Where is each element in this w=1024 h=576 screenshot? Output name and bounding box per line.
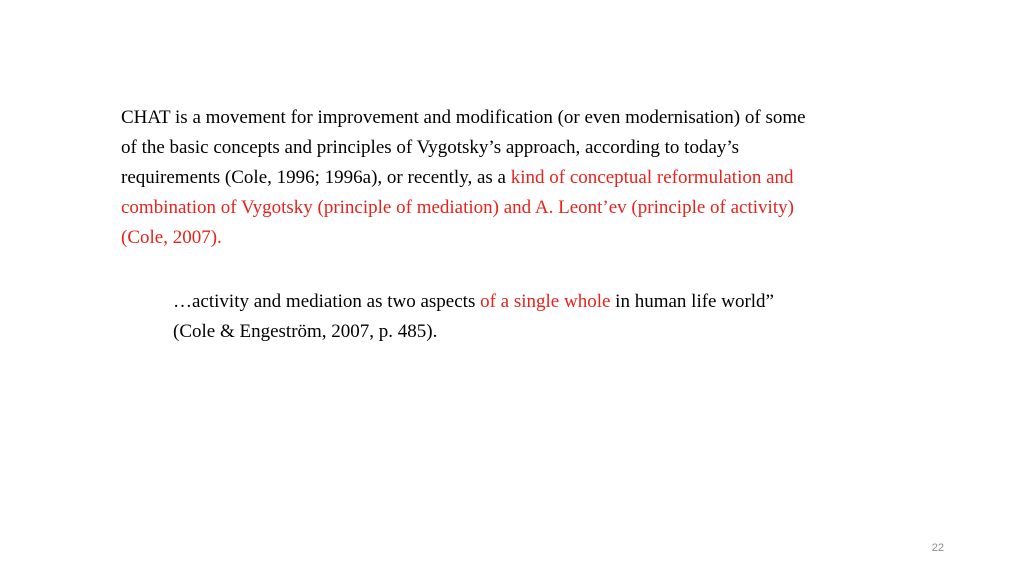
- paragraph-line-2: of the basic concepts and principles of Vygotsky’s approach, according to today’s: [121, 137, 740, 158]
- paragraph-line-4-highlight: combination of Vygotsky (principle of mediation) and A. Leont’ev (principle of activity): [121, 197, 794, 218]
- quote-block: [173, 287, 893, 347]
- quote-highlight: of a single whole: [480, 291, 611, 312]
- main-paragraph: [121, 103, 911, 253]
- paragraph-line-3-text: requirements (Cole, 1996; 1996a), or recently, as a: [121, 167, 511, 188]
- paragraph-line-1: CHAT is a movement for improvement and modification (or even modernisation) of some: [121, 107, 806, 128]
- quote-citation: (Cole & Engeström, 2007, p. 485).: [173, 321, 438, 342]
- quote-text-start: …activity and mediation as two aspects: [173, 291, 481, 312]
- page-number: 22: [931, 542, 944, 554]
- paragraph-line-5-highlight: (Cole, 2007).: [121, 227, 222, 248]
- quote-text-end: in human life world”: [610, 291, 774, 312]
- quote-line-1: [173, 287, 893, 317]
- paragraph-line-3-highlight: kind of conceptual reformulation and: [510, 167, 794, 188]
- paragraph-line-3: [121, 163, 911, 193]
